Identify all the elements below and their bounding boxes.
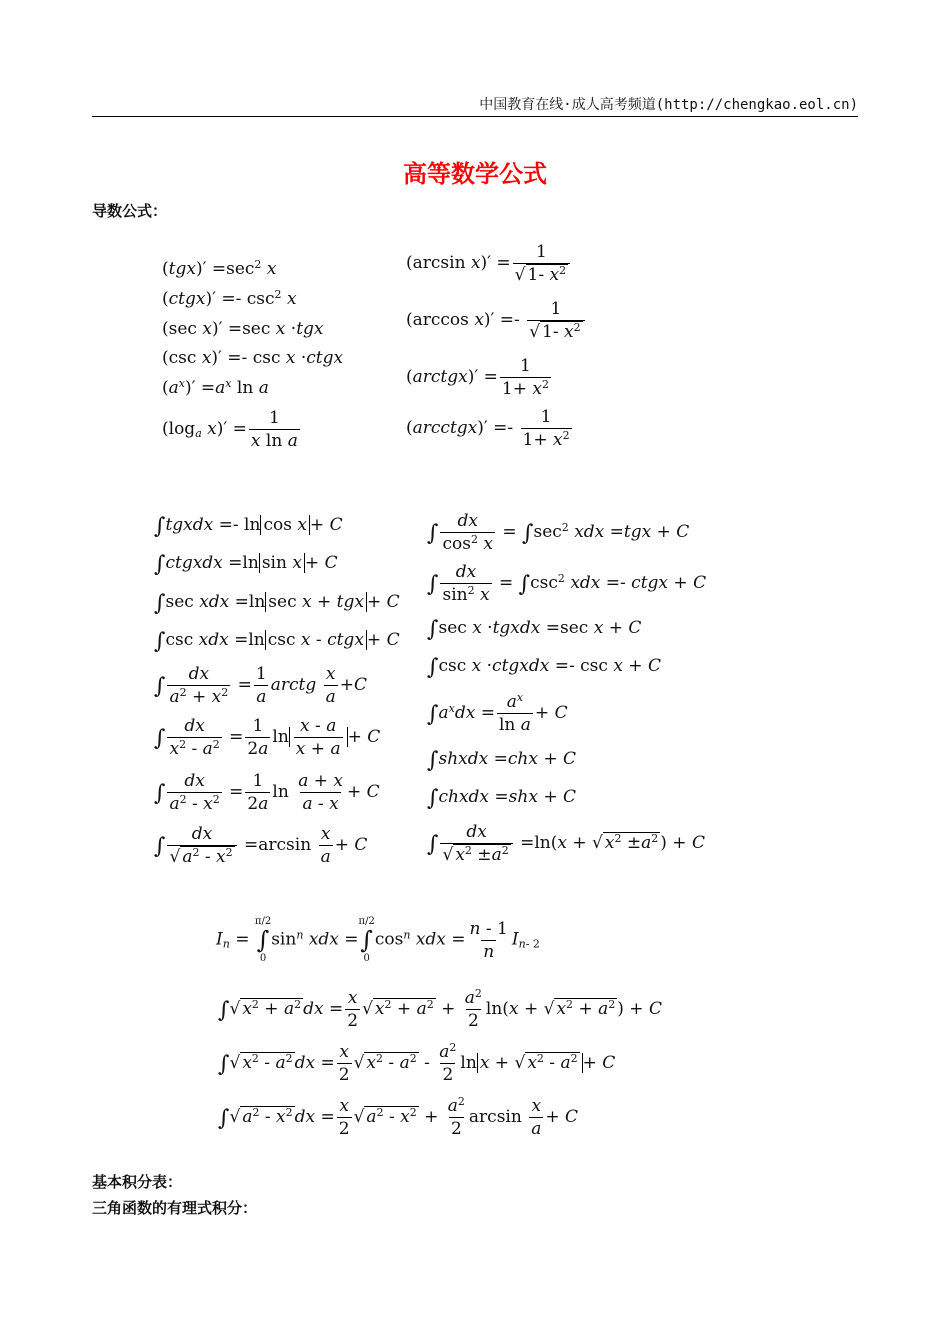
- formula-d-arccos: (arccos x)′ =- $\frac{1}{√ 1- x^2}$: [406, 299, 587, 342]
- section-derivatives: 导数公式：: [92, 202, 168, 220]
- document-title: 高等数学公式: [403, 160, 547, 188]
- formula-i-a2x2: ∫ $\frac{dx}{a^2 + x^2}$ = $\frac{1}{a}$ arctg $\frac{x}{a}$ +C: [154, 664, 368, 707]
- formula-wallis: $I_n$ = π/2 ∫ 0 $\sin^n$ xdx = π/2 ∫ 0 $\cos^n$ xdx = $\frac{n - 1}{n}$ $I_{n- 2}$: [216, 916, 540, 964]
- formula-d-sec: (sec x)′ =sec x ·tgx: [162, 319, 324, 339]
- formula-d-ctg: (ctgx)′ =- $\csc^2 x$: [162, 288, 297, 309]
- formula-i-arcsin: ∫ $\frac{dx}{√ a^2 - x^2}$ =arcsin $\frac{x}{a}$ + C: [154, 824, 368, 867]
- formula-i-tg: ∫tgxdx =- ln cos x + C: [154, 514, 343, 539]
- formula-i-cscctg: ∫csc x ·ctgxdx =- csc x + C: [427, 655, 661, 680]
- formula-i-ln-sqrt: ∫ $\frac{dx}{√ x^2 \pm a^2}$ =ln(x + √ $x^2 \pm a^2$ ) + C: [427, 822, 705, 865]
- formula-i-ch: ∫chxdx =shx + C: [427, 786, 576, 811]
- formula-i-exp: $\int a^xdx$ = $\frac{a^x}{\text{ln a}}$ + C: [427, 691, 568, 735]
- formula-d-arctg: (arctgx)′ = $\frac{1}{1+ x^2}$: [406, 356, 549, 399]
- formula-d-arcctg: (arcctgx)′ =- $\frac{1}{1+ x^2}$: [406, 407, 570, 450]
- formula-d-log: ($\log_a$ x)′ = $\frac{1}{\text{x ln a}}$: [162, 408, 298, 451]
- formula-d-csc: (csc x)′ =- csc x ·ctgx: [162, 348, 344, 368]
- formula-i-csc2: ∫ $\frac{dx}{\sin^2 x}$ = $\int\csc^2$ xdx =- ctgx + C: [427, 562, 707, 605]
- formula-i-sec2: ∫ $\frac{dx}{\cos^2 x}$ = $\int\sec^2$ xdx =tgx + C: [427, 511, 690, 554]
- section-trig-rational: 三角函数的有理式积分：: [92, 1199, 258, 1217]
- formula-i-ctg: ∫ctgxdx =ln sin x + C: [154, 552, 338, 577]
- formula-i-a2-x2: ∫ $\frac{dx}{a^2 - x^2}$ = $\frac{1}{2a}$ ln $\frac{a + x}{a - x}$ + C: [154, 771, 380, 814]
- formula-i-x2-a2: ∫ $\frac{dx}{x^2 - a^2}$ = $\frac{1}{2a}$ ln $\frac{x - a}{x + a}$ + C: [154, 716, 381, 759]
- formula-d-arcsin: (arcsin x)′ = $\frac{1}{√ 1- x^2}$: [406, 242, 572, 285]
- section-basic-integrals: 基本积分表：: [92, 1173, 183, 1191]
- formula-i-csc: ∫csc xdx =ln csc x - ctgx + C: [154, 629, 400, 654]
- formula-d-tg: $(tgx)' =\sec^2$ x: [162, 258, 277, 279]
- formula-i-sectg: ∫sec x ·tgxdx =sec x + C: [427, 617, 642, 642]
- formula-sqrt-x2a2: ∫√ $x^2 + a^2$ dx = $\frac{x}{2}$ √ $x^2 + a^2$ + $\frac{a^2}{2}$ ln(x + √ $x^2 + a^2$ ) + C: [218, 987, 662, 1031]
- formula-i-sec: ∫sec xdx =ln sec x + tgx + C: [154, 591, 400, 616]
- formula-d-exp: $(a^x)' =a^x$ ln a: [162, 377, 269, 398]
- formula-i-sh: ∫shxdx =chx + C: [427, 748, 576, 773]
- formula-sqrt-x2-a2: ∫√ $x^2 - a^2$ dx = $\frac{x}{2}$ √ $x^2 - a^2$ - $\frac{a^2}{2}$ ln x + √ $x^2 - a^2 + C$: [218, 1041, 616, 1085]
- formula-sqrt-a2-x2: ∫√ $a^2 - x^2$ dx = $\frac{x}{2}$ √ $a^2 - x^2$ + $\frac{a^2}{2}$ arcsin $\frac{x}{a}$ + C: [218, 1095, 579, 1139]
- page-header: 中国教育在线·成人高考频道(http://chengkao.eol.cn): [92, 96, 858, 117]
